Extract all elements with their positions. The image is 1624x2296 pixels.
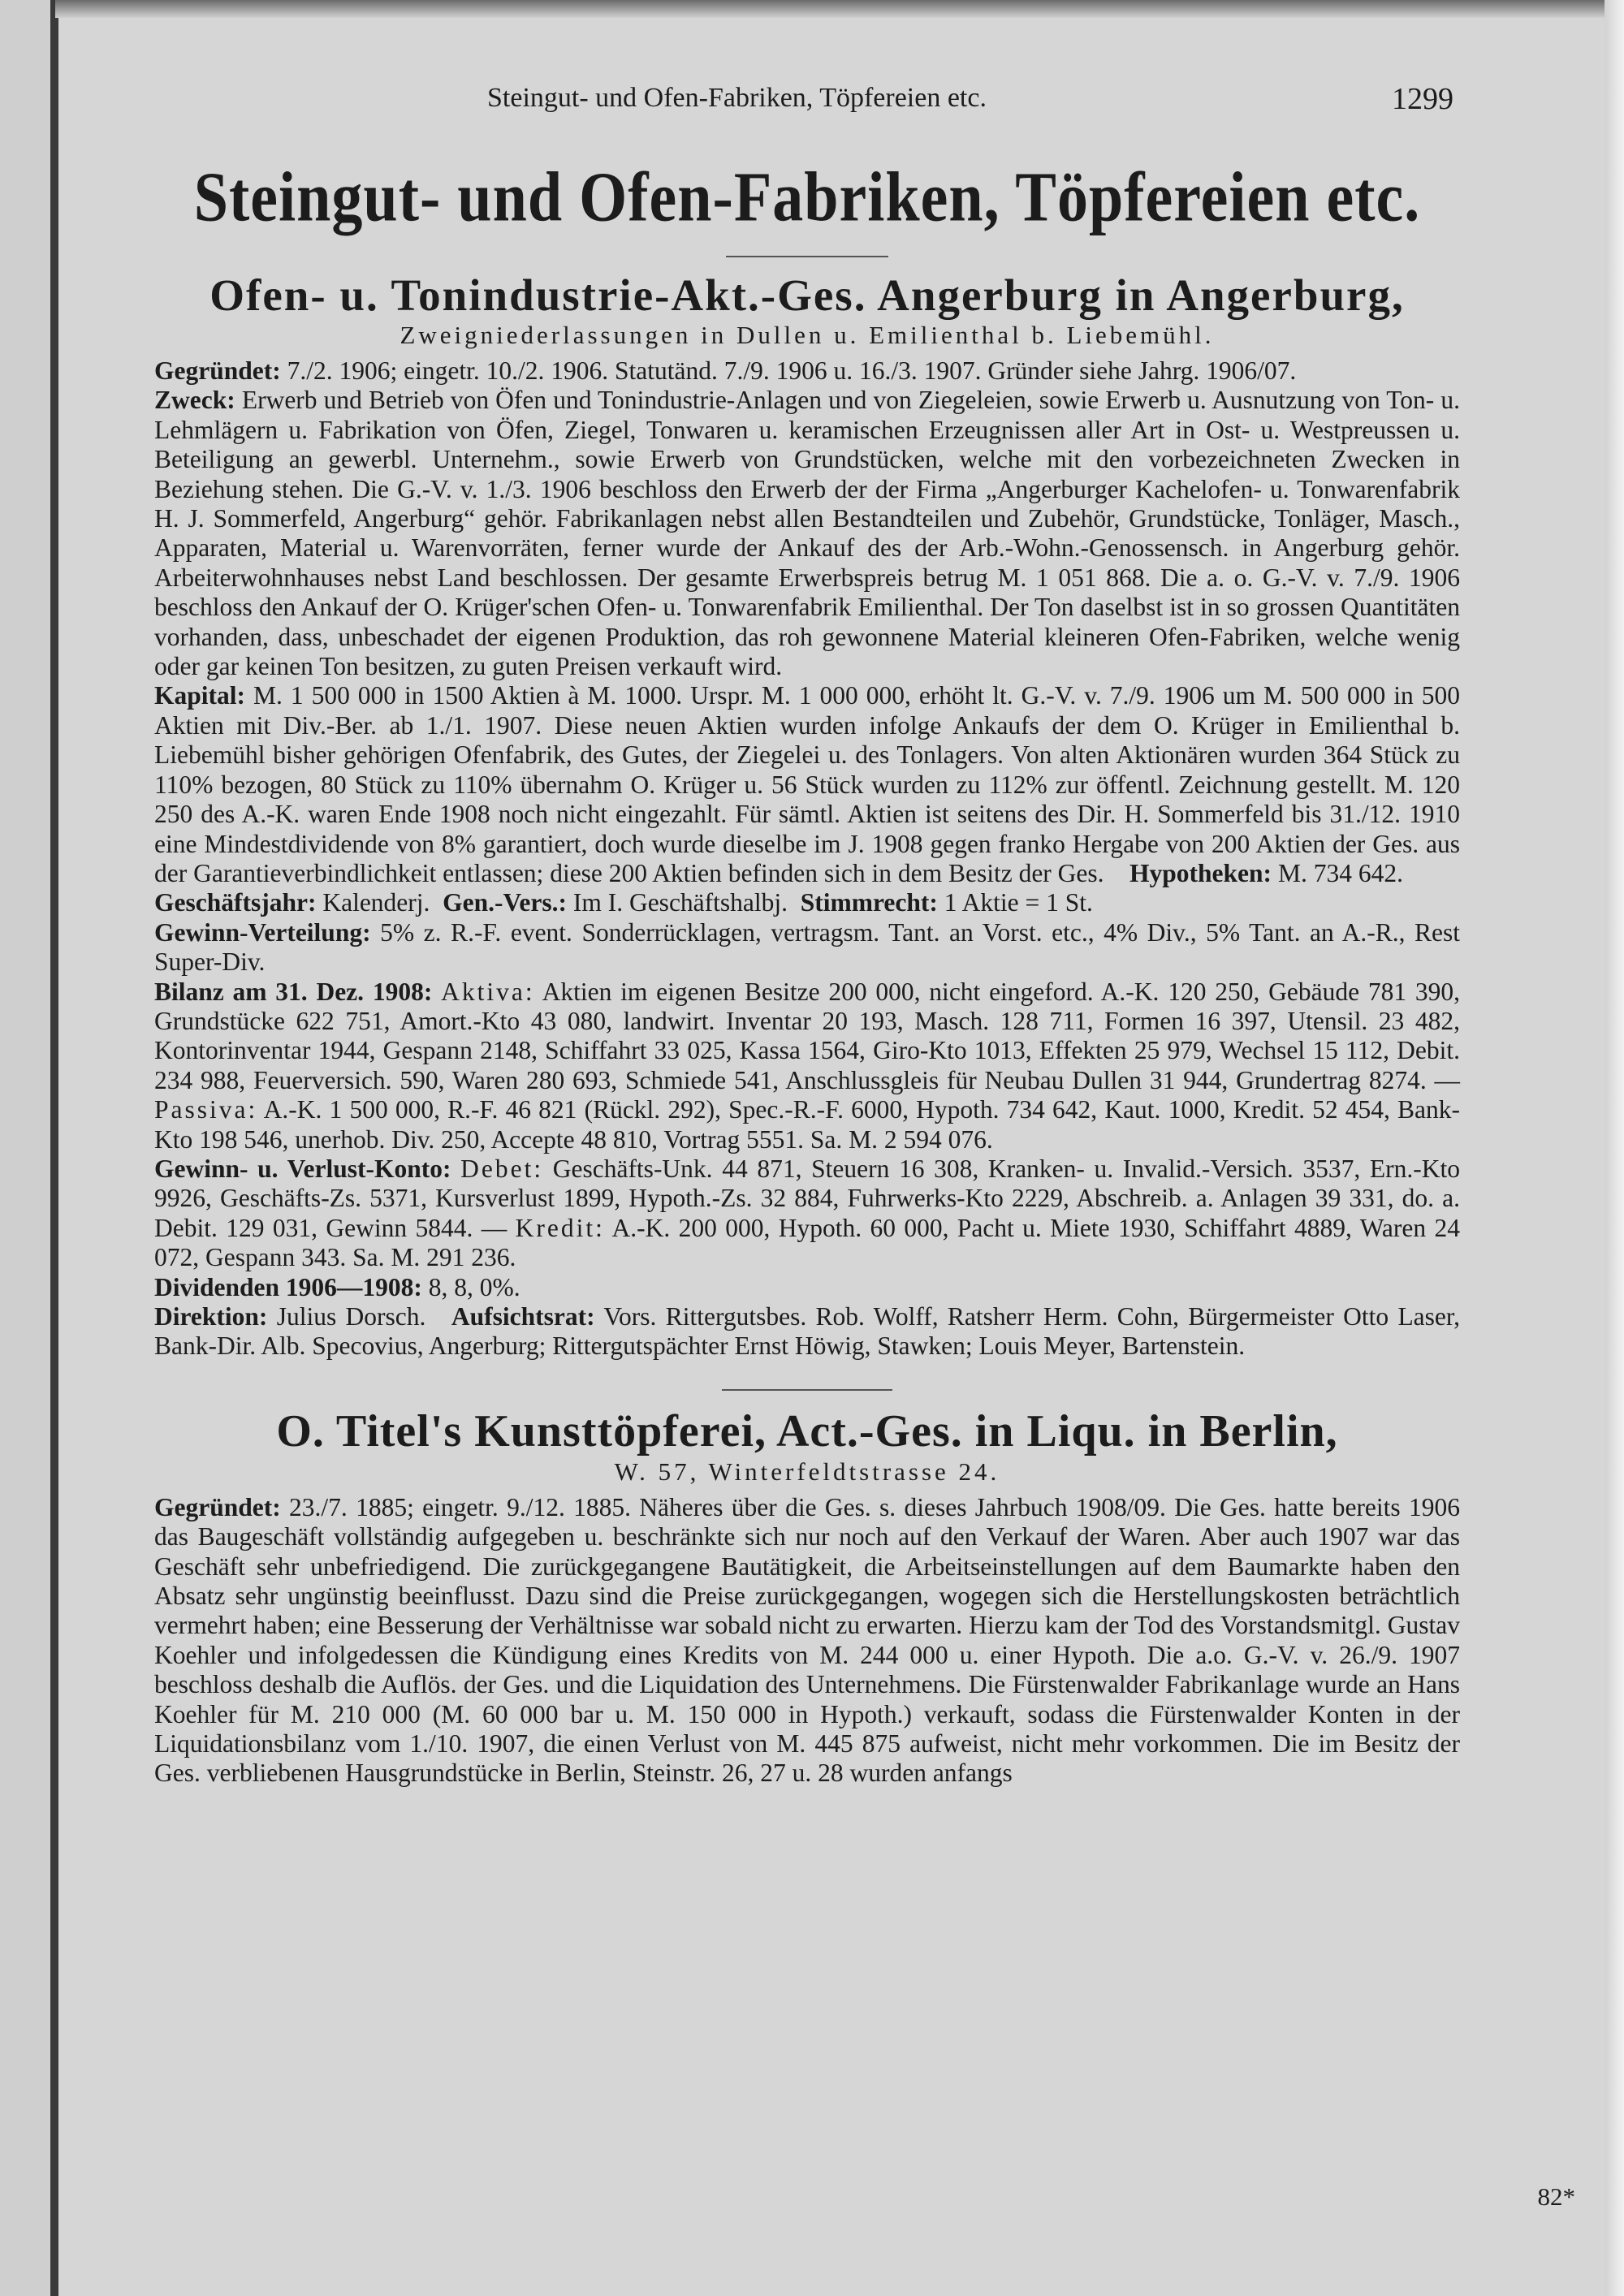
geschaeftsjahr-paragraph <box>154 888 1460 917</box>
gegruendet-label: Gegründet: <box>154 1492 281 1521</box>
stimmrecht-text: 1 Aktie = 1 St. <box>937 888 1093 917</box>
gewinn-verteilung-text: 5% z. R.-F. event. Sonderrücklagen, vertragsm. Tant. an Vorst. etc., 4% Div., 5% Tant. an A.-R., Rest Super-Div. <box>154 917 1460 977</box>
bilanz-paragraph <box>154 978 1460 1154</box>
company-heading: Ofen- u. Tonindustrie-Akt.-Ges. Angerburg in Angerburg, <box>209 270 1405 320</box>
divider <box>722 1389 892 1391</box>
running-head <box>154 73 1460 130</box>
aufsichtsrat-label: Aufsichtsrat: <box>451 1302 595 1331</box>
geschaeftsjahr-label: Geschäftsjahr: <box>154 888 317 917</box>
gegruendet-text: 7./2. 1906; eingetr. 10./2. 1906. Statutänd. 7./9. 1906 u. 16./3. 1907. Gründer siehe Jahrg. 1906/07. <box>280 356 1297 385</box>
genvers-label: Gen.-Vers.: <box>443 888 567 917</box>
scan-left-edge <box>0 0 58 2296</box>
gegruendet-label: Gegründet: <box>154 356 281 385</box>
stimmrecht-label: Stimmrecht: <box>800 888 938 917</box>
zweck-label: Zweck: <box>154 386 235 415</box>
hypotheken-text: M. 734 642. <box>1272 858 1403 887</box>
dividenden-label: Dividenden 1906—1908: <box>154 1272 422 1301</box>
kapital-label: Kapital: <box>154 681 246 710</box>
company-heading: O. Titel's Kunsttöpferei, Act.-Ges. in Liqu. in Berlin, <box>276 1405 1338 1457</box>
bilanz-label: Bilanz am 31. Dez. 1908: <box>154 977 433 1006</box>
gegruendet-paragraph <box>154 1493 1460 1789</box>
dividenden-text: 8, 8, 0%. <box>421 1272 520 1301</box>
aktiva-text: Aktien im eigenen Besitze 200 000, nicht eingeford. A.-K. 120 250, Gebäude 781 390, Grundstücke 622 751, Amort.-Kto 43 080, landwirt. Inventar 20 193, Masch. 128 711, Formen 16 397, Utensil. 23 482, Kontorinventar 1944, Gespann 2148, Schiffahrt 33 025, Kassa 1564, Giro-Kto 1013, Effekten 25 979, Wechsel 15 112, Debit. 234 988, Feuerversich. 590, Waren 280 693, Schmiede 541, Anschlussgleis für Neubau Dullen 31 944, Grundertrag 8274. — <box>154 977 1460 1094</box>
divider <box>726 256 888 257</box>
aktiva-label: Aktiva: <box>441 977 535 1006</box>
dividenden-paragraph <box>154 1273 1460 1302</box>
zweck-text: Erwerb und Betrieb von Öfen und Tonindustrie-Anlagen und von Ziegeleien, sowie Erwerb u. Ausnutzung von Ton- u. Lehmlägern u. Fabrikation von Öfen, Ziegel, Tonwaren u. keramischen Erzeugnissen aller Art in Ost- u. Westpreussen u. Beteiligung an gewerbl. Unternehm., sowie Erwerb von Grundstücken, welche mit den vorbezeichneten Zwecken in Beziehung stehen. Die G.-V. v. 1./3. 1906 beschloss den Erwerb der der Firma „Angerburger Kachelofen- u. Tonwarenfabrik H. J. Sommerfeld, Angerburg“ gehör. Fabrikanlagen nebst allen Bestandteilen und Zubehör, Grundstücke, Tonläger, Masch., Apparaten, Material u. Warenvorräten, ferner wurde der Ankauf des der Arb.-Wohn.-Genossensch. in Angerburg gehör. Arbeiterwohnhauses nebst Land beschlossen. Der gesamte Erwerbspreis betrug M. 1 051 868. Die a. o. G.-V. v. 7./9. 1906 beschloss den Ankauf der O. Krüger'schen Ofen- u. Tonwarenfabrik Emilienthal. Der Ton daselbst ist in so grossen Quantitäten vorhanden, dass, unbeschadet der eigenen Produktion, das roh gewonnene Material kleineren Ofen-Fabriken, welche wenig oder gar keinen Ton besitzen, zu guten Preisen verkauft wird. <box>154 386 1460 681</box>
hypotheken-label: Hypotheken: <box>1129 858 1272 887</box>
company-entry-titel <box>154 1405 1460 1789</box>
gegruendet-text: 23./7. 1885; eingetr. 9./12. 1885. Näheres über die Ges. s. dieses Jahrbuch 1908/09. Die Ges. hatte bereits 1906 das Baugeschäft vollständig aufgegeben u. beschränkte sich nur noch auf den Verkauf der Waren. Aber auch 1907 war das Geschäft sehr unbefriedigend. Die zurückgegangene Bautätigkeit, die Arbeitseinstellungen auf dem Baumarkte haben den Absatz sehr ungünstig beeinflusst. Dazu sind die Preise zurückgegangen, wogegen sich die Herstellungskosten beträchtlich vermehrt haben; eine Besserung der Verhältnisse war sobald nicht zu erwarten. Hierzu kam der Tod des Vorstandsmitgl. Gustav Koehler und infolgedessen die Kündigung eines Kredits von M. 244 000 u. einer Hypoth. Die a.o. G.-V. v. 26./9. 1907 beschloss deshalb die Auflös. der Ges. und die Liquidation des Unternehmens. Die Fürstenwalder Fabrikanlage wurde an Hans Koehler für M. 210 000 (M. 60 000 bar u. M. 150 000 in Hypoth.) verkauft, sodass die Fürstenwalder Konten in der Liquidationsbilanz vom 1./10. 1907, die einen Verlust von M. 445 875 aufweist, nicht mehr vorkommen. Die im Besitz der Ges. verbliebenen Hausgrundstücke in Berlin, Steinstr. 26, 27 u. 28 wurden anfangs <box>154 1492 1460 1788</box>
gegruendet-paragraph <box>154 356 1460 386</box>
debet-text: Geschäfts-Unk. 44 871, Steuern 16 308, Kranken- u. Invalid.-Versich. 3537, Ern.-Kto 9926, Geschäfts-Zs. 5371, Kursverlust 1899, Hypoth.-Zs. 32 884, Fuhrwerks-Kto 2229, Abschreib. a. Anlagen 39 331, do. a. Debit. 129 031, Gewinn 5844. — <box>154 1154 1460 1242</box>
scan-right-edge <box>1605 0 1624 2296</box>
page <box>154 73 1460 2281</box>
aufsichtsrat-text: Vors. Rittergutsbes. Rob. Wolff, Ratsherr Herm. Cohn, Bürgermeister Otto Laser, Bank-Dir. Alb. Specovius, Angerburg; Rittergutspächter Ernst Höwig, Stawken; Louis Meyer, Bartenstein. <box>154 1302 1461 1361</box>
running-head-title: Steingut- und Ofen-Fabriken, Töpfereien etc. <box>487 83 987 113</box>
passiva-text: A.-K. 1 500 000, R.-F. 46 821 (Rückl. 292), Spec.-R.-F. 6000, Hypoth. 734 642, Kaut. 1000, Kredit. 52 454, Bank-Kto 198 546, unerhob. Div. 250, Accepte 48 810, Vortrag 5551. Sa. M. 2 594 076. <box>154 1095 1460 1154</box>
genvers-text: Im I. Geschäftshalbj. <box>566 888 788 917</box>
scan-top-edge <box>55 0 1624 18</box>
passiva-label: Passiva: <box>154 1095 258 1124</box>
zweck-paragraph <box>154 386 1460 681</box>
gewinn-verteilung-label: Gewinn-Verteilung: <box>154 917 371 947</box>
direktion-label: Direktion: <box>154 1302 268 1331</box>
page-number: 1299 <box>1392 82 1453 116</box>
geschaeftsjahr-text: Kalenderj. <box>316 888 430 917</box>
kapital-text: M. 1 500 000 in 1500 Aktien à M. 1000. Urspr. M. 1 000 000, erhöht lt. G.-V. v. 7./9. 1906 um M. 500 000 in 500 Aktien mit Div.-Ber. ab 1./1. 1907. Diese neuen Aktien wurden infolge Ankaufs der dem O. Krüger in Emilienthal b. Liebemühl bisher gehörigen Ofenfabrik, des Gutes, der Ziegelei u. des Tonlagers. Von alten Aktionären wurden 364 Stück zu 110% bezogen, 80 Stück zu 110% übernahm O. Krüger u. 56 Stück wurden zu 112% zur öffentl. Zeichnung gestellt. M. 120 250 des A.-K. waren Ende 1908 noch nicht eingezahlt. Für sämtl. Aktien ist seitens des Dir. H. Sommerfeld bis 31./12. 1910 eine Mindestdividende von 8% garantiert, doch wurde dieselbe im J. 1908 gegen franko Hergabe von 200 Aktien der Ges. aus der Garantieverbindlichkeit entlassen; diese 200 Aktien befinden sich in dem Besitz der Ges. <box>154 681 1460 887</box>
gewinn-verlust-label: Gewinn- u. Verlust-Konto: <box>154 1154 451 1183</box>
company-subheading: Zweigniederlassungen in Dullen u. Emilienthal b. Liebemühl. <box>400 321 1215 349</box>
company-subheading: W. 57, Winterfeldtstrasse 24. <box>614 1457 1000 1486</box>
direktion-text: Julius Dorsch. <box>267 1302 426 1331</box>
kredit-text: A.-K. 200 000, Hypoth. 60 000, Pacht u. Miete 1930, Schiffahrt 4889, Waren 24 072, Gespann 343. Sa. M. 291 236. <box>154 1213 1460 1272</box>
signature-mark: 82* <box>1537 2182 1575 2211</box>
direktion-paragraph <box>154 1302 1460 1362</box>
debet-label: Debet: <box>460 1154 544 1183</box>
gewinn-verteilung-paragraph <box>154 918 1460 978</box>
gewinn-verlust-paragraph <box>154 1154 1460 1273</box>
kredit-label: Kredit: <box>515 1213 605 1242</box>
binding-gutter <box>50 0 58 2296</box>
kapital-paragraph <box>154 681 1460 888</box>
company-entry-angerburg <box>154 270 1460 1362</box>
section-heading: Steingut- und Ofen-Fabriken, Töpfereien etc. <box>193 158 1421 237</box>
